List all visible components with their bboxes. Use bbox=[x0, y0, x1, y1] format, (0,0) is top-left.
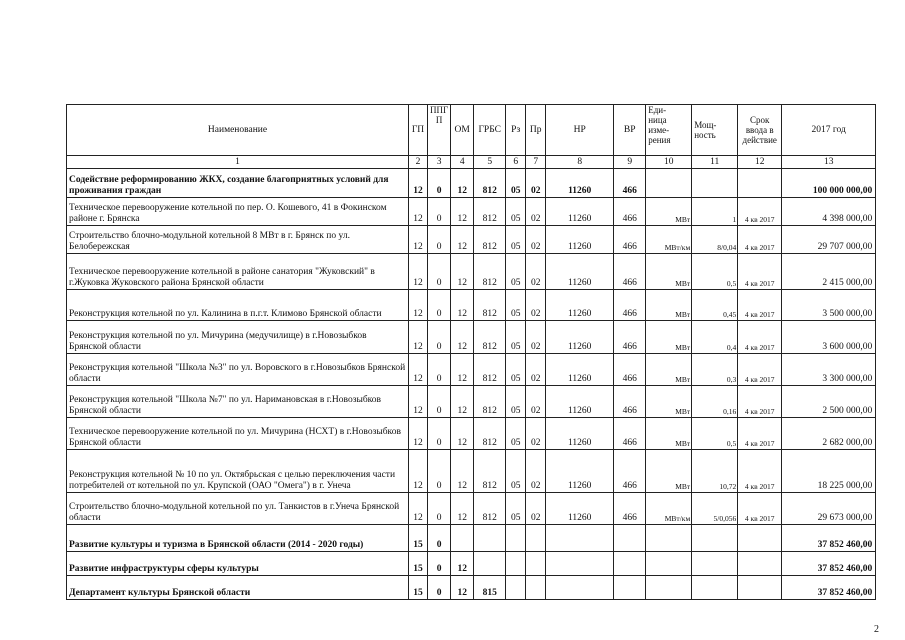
cell-gp: 12 bbox=[409, 321, 428, 354]
cell-gp: 12 bbox=[409, 386, 428, 418]
cell-vr: 466 bbox=[614, 418, 646, 450]
cell-ppgp: 0 bbox=[428, 576, 451, 600]
cell-gp: 12 bbox=[409, 493, 428, 525]
cell-unit bbox=[646, 169, 692, 198]
column-number: 13 bbox=[782, 156, 876, 169]
column-number: 7 bbox=[526, 156, 546, 169]
cell-rz: 05 bbox=[506, 450, 526, 493]
table-row bbox=[67, 254, 876, 290]
cell-rz bbox=[506, 552, 526, 576]
cell-ppgp: 0 bbox=[428, 525, 451, 552]
cell-np bbox=[546, 525, 614, 552]
cell-gp: 12 bbox=[409, 450, 428, 493]
table-row bbox=[67, 354, 876, 386]
cell-om: 12 bbox=[451, 198, 474, 226]
cell-power: 0,5 bbox=[692, 254, 738, 290]
cell-om: 12 bbox=[451, 290, 474, 321]
cell-unit: МВт bbox=[646, 321, 692, 354]
cell-unit bbox=[646, 525, 692, 552]
cell-term: 4 кв 2017 bbox=[738, 418, 782, 450]
cell-name: Техническое перевооружение котельной по пер. О. Кошевого, 41 в Фокинском районе г. Брянска bbox=[67, 198, 409, 226]
cell-grbs: 812 bbox=[474, 354, 506, 386]
cell-unit: МВт bbox=[646, 418, 692, 450]
cell-name: Реконструкция котельной "Школа №3" по ул. Воровского в г.Новозыбков Брянской области bbox=[67, 354, 409, 386]
table-row bbox=[67, 493, 876, 525]
cell-rz: 05 bbox=[506, 386, 526, 418]
table-row bbox=[67, 576, 876, 600]
cell-vr: 466 bbox=[614, 493, 646, 525]
cell-amount: 3 600 000,00 bbox=[782, 321, 876, 354]
budget-table bbox=[66, 104, 876, 600]
cell-ppgp: 0 bbox=[428, 254, 451, 290]
cell-pr: 02 bbox=[526, 354, 546, 386]
cell-unit bbox=[646, 552, 692, 576]
cell-om: 12 bbox=[451, 321, 474, 354]
cell-pr: 02 bbox=[526, 450, 546, 493]
column-number: 12 bbox=[738, 156, 782, 169]
cell-np: 11260 bbox=[546, 386, 614, 418]
cell-grbs: 812 bbox=[474, 493, 506, 525]
cell-unit: МВт bbox=[646, 354, 692, 386]
cell-rz: 05 bbox=[506, 226, 526, 254]
cell-power: 8/0,04 bbox=[692, 226, 738, 254]
cell-term: 4 кв 2017 bbox=[738, 226, 782, 254]
cell-gp: 12 bbox=[409, 198, 428, 226]
cell-om: 12 bbox=[451, 386, 474, 418]
column-number: 8 bbox=[546, 156, 614, 169]
cell-vr: 466 bbox=[614, 386, 646, 418]
cell-np: 11260 bbox=[546, 290, 614, 321]
table-row bbox=[67, 525, 876, 552]
cell-vr bbox=[614, 552, 646, 576]
cell-pr bbox=[526, 552, 546, 576]
cell-pr: 02 bbox=[526, 386, 546, 418]
column-number: 6 bbox=[506, 156, 526, 169]
cell-term bbox=[738, 169, 782, 198]
cell-term bbox=[738, 525, 782, 552]
header-2017: 2017 год bbox=[782, 105, 876, 156]
cell-gp: 15 bbox=[409, 525, 428, 552]
cell-om: 12 bbox=[451, 354, 474, 386]
cell-rz: 05 bbox=[506, 321, 526, 354]
cell-np: 11260 bbox=[546, 418, 614, 450]
cell-pr bbox=[526, 576, 546, 600]
cell-grbs: 812 bbox=[474, 169, 506, 198]
cell-np: 11260 bbox=[546, 169, 614, 198]
cell-ppgp: 0 bbox=[428, 354, 451, 386]
cell-rz: 05 bbox=[506, 169, 526, 198]
cell-grbs: 812 bbox=[474, 321, 506, 354]
column-number: 3 bbox=[428, 156, 451, 169]
cell-om: 12 bbox=[451, 450, 474, 493]
cell-vr: 466 bbox=[614, 354, 646, 386]
cell-rz bbox=[506, 525, 526, 552]
cell-amount: 2 682 000,00 bbox=[782, 418, 876, 450]
cell-om: 12 bbox=[451, 254, 474, 290]
cell-grbs bbox=[474, 525, 506, 552]
cell-om: 12 bbox=[451, 418, 474, 450]
cell-name: Техническое перевооружение котельной по ул. Мичурина (НСХТ) в г.Новозыбков Брянской области bbox=[67, 418, 409, 450]
column-number: 10 bbox=[646, 156, 692, 169]
cell-power: 10,72 bbox=[692, 450, 738, 493]
header-term: Срок ввода в действие bbox=[738, 105, 782, 156]
cell-unit: МВт bbox=[646, 450, 692, 493]
cell-pr: 02 bbox=[526, 321, 546, 354]
cell-power: 5/0,056 bbox=[692, 493, 738, 525]
table-row bbox=[67, 169, 876, 198]
cell-vr: 466 bbox=[614, 321, 646, 354]
cell-ppgp: 0 bbox=[428, 321, 451, 354]
cell-unit: МВт/км bbox=[646, 493, 692, 525]
cell-amount: 3 300 000,00 bbox=[782, 354, 876, 386]
column-number: 9 bbox=[614, 156, 646, 169]
cell-power bbox=[692, 525, 738, 552]
cell-gp: 12 bbox=[409, 226, 428, 254]
cell-om: 12 bbox=[451, 576, 474, 600]
cell-gp: 12 bbox=[409, 254, 428, 290]
cell-name: Строительство блочно-модульной котельной по ул. Танкистов в г.Унеча Брянской области bbox=[67, 493, 409, 525]
cell-ppgp: 0 bbox=[428, 418, 451, 450]
cell-term: 4 кв 2017 bbox=[738, 198, 782, 226]
table-row bbox=[67, 450, 876, 493]
cell-grbs: 815 bbox=[474, 576, 506, 600]
cell-amount: 18 225 000,00 bbox=[782, 450, 876, 493]
cell-pr bbox=[526, 525, 546, 552]
cell-rz bbox=[506, 576, 526, 600]
cell-np: 11260 bbox=[546, 321, 614, 354]
cell-ppgp: 0 bbox=[428, 226, 451, 254]
cell-np: 11260 bbox=[546, 254, 614, 290]
cell-pr: 02 bbox=[526, 169, 546, 198]
header-vr: ВР bbox=[614, 105, 646, 156]
cell-name: Реконструкция котельной № 10 по ул. Октябрьская с целью переключения части потребителей от котельной по ул. Крупской (ОАО "Омега") в г. Унеча bbox=[67, 450, 409, 493]
cell-pr: 02 bbox=[526, 418, 546, 450]
cell-amount: 3 500 000,00 bbox=[782, 290, 876, 321]
cell-vr: 466 bbox=[614, 198, 646, 226]
column-number: 11 bbox=[692, 156, 738, 169]
cell-om: 12 bbox=[451, 169, 474, 198]
cell-power: 0,3 bbox=[692, 354, 738, 386]
header-grbs: ГРБС bbox=[474, 105, 506, 156]
cell-amount: 2 500 000,00 bbox=[782, 386, 876, 418]
cell-name: Содействие реформированию ЖКХ, создание благоприятных условий для проживания граждан bbox=[67, 169, 409, 198]
header-om: ОМ bbox=[451, 105, 474, 156]
table-row bbox=[67, 290, 876, 321]
cell-amount: 29 707 000,00 bbox=[782, 226, 876, 254]
cell-rz: 05 bbox=[506, 254, 526, 290]
cell-grbs: 812 bbox=[474, 254, 506, 290]
cell-unit: МВт bbox=[646, 386, 692, 418]
page-number: 2 bbox=[874, 624, 879, 635]
cell-rz: 05 bbox=[506, 418, 526, 450]
cell-amount: 37 852 460,00 bbox=[782, 552, 876, 576]
cell-pr: 02 bbox=[526, 254, 546, 290]
cell-amount: 100 000 000,00 bbox=[782, 169, 876, 198]
cell-pr: 02 bbox=[526, 198, 546, 226]
cell-ppgp: 0 bbox=[428, 493, 451, 525]
cell-vr: 466 bbox=[614, 226, 646, 254]
cell-vr: 466 bbox=[614, 254, 646, 290]
cell-term bbox=[738, 552, 782, 576]
header-gp: ГП bbox=[409, 105, 428, 156]
column-number: 5 bbox=[474, 156, 506, 169]
cell-grbs: 812 bbox=[474, 198, 506, 226]
cell-rz: 05 bbox=[506, 354, 526, 386]
header-row bbox=[67, 105, 876, 156]
cell-amount: 37 852 460,00 bbox=[782, 576, 876, 600]
column-number: 1 bbox=[67, 156, 409, 169]
table-row bbox=[67, 386, 876, 418]
cell-ppgp: 0 bbox=[428, 198, 451, 226]
cell-om: 12 bbox=[451, 493, 474, 525]
cell-vr: 466 bbox=[614, 290, 646, 321]
cell-vr: 466 bbox=[614, 169, 646, 198]
cell-vr bbox=[614, 525, 646, 552]
cell-name: Реконструкция котельной по ул. Мичурина (медучилище) в г.Новозыбков Брянской области bbox=[67, 321, 409, 354]
cell-term: 4 кв 2017 bbox=[738, 254, 782, 290]
cell-name: Реконструкция котельной по ул. Калинина в п.г.т. Климово Брянской области bbox=[67, 290, 409, 321]
cell-amount: 37 852 460,00 bbox=[782, 525, 876, 552]
header-name: Наименование bbox=[67, 105, 409, 156]
table-row bbox=[67, 418, 876, 450]
cell-gp: 12 bbox=[409, 169, 428, 198]
cell-grbs: 812 bbox=[474, 386, 506, 418]
cell-np: 11260 bbox=[546, 198, 614, 226]
cell-pr: 02 bbox=[526, 226, 546, 254]
cell-unit: МВт bbox=[646, 198, 692, 226]
cell-name: Строительство блочно-модульной котельной 8 МВт в г. Брянск по ул. Белобережская bbox=[67, 226, 409, 254]
cell-grbs: 812 bbox=[474, 450, 506, 493]
cell-np bbox=[546, 576, 614, 600]
cell-om: 12 bbox=[451, 226, 474, 254]
cell-om: 12 bbox=[451, 552, 474, 576]
cell-amount: 4 398 000,00 bbox=[782, 198, 876, 226]
cell-power bbox=[692, 552, 738, 576]
header-power: Мощ- ность bbox=[692, 105, 738, 156]
cell-name: Департамент культуры Брянской области bbox=[67, 576, 409, 600]
cell-ppgp: 0 bbox=[428, 386, 451, 418]
cell-om bbox=[451, 525, 474, 552]
cell-grbs bbox=[474, 552, 506, 576]
cell-term bbox=[738, 576, 782, 600]
cell-np: 11260 bbox=[546, 450, 614, 493]
cell-gp: 12 bbox=[409, 290, 428, 321]
cell-ppgp: 0 bbox=[428, 290, 451, 321]
cell-np: 11260 bbox=[546, 354, 614, 386]
cell-name: Реконструкция котельной "Школа №7" по ул. Наримановская в г.Новозыбков Брянской области bbox=[67, 386, 409, 418]
cell-amount: 29 673 000,00 bbox=[782, 493, 876, 525]
column-number: 2 bbox=[409, 156, 428, 169]
cell-term: 4 кв 2017 bbox=[738, 450, 782, 493]
cell-np: 11260 bbox=[546, 493, 614, 525]
cell-term: 4 кв 2017 bbox=[738, 386, 782, 418]
cell-term: 4 кв 2017 bbox=[738, 493, 782, 525]
header-pr: Пр bbox=[526, 105, 546, 156]
cell-unit bbox=[646, 576, 692, 600]
column-number-row bbox=[67, 156, 876, 169]
table-row bbox=[67, 226, 876, 254]
cell-unit: МВт bbox=[646, 254, 692, 290]
cell-name: Техническое перевооружение котельной в районе санатория "Жуковский" в г.Жуковка Жуковского района Брянской области bbox=[67, 254, 409, 290]
header-ppgp: ППГ П bbox=[428, 105, 451, 156]
cell-name: Развитие инфраструктуры сферы культуры bbox=[67, 552, 409, 576]
cell-rz: 05 bbox=[506, 290, 526, 321]
cell-term: 4 кв 2017 bbox=[738, 290, 782, 321]
cell-power: 1 bbox=[692, 198, 738, 226]
cell-power: 0,45 bbox=[692, 290, 738, 321]
cell-term: 4 кв 2017 bbox=[738, 321, 782, 354]
cell-rz: 05 bbox=[506, 198, 526, 226]
cell-power: 0,16 bbox=[692, 386, 738, 418]
cell-ppgp: 0 bbox=[428, 450, 451, 493]
header-rz: Рз bbox=[506, 105, 526, 156]
cell-ppgp: 0 bbox=[428, 169, 451, 198]
header-np: НР bbox=[546, 105, 614, 156]
cell-grbs: 812 bbox=[474, 226, 506, 254]
cell-gp: 12 bbox=[409, 354, 428, 386]
cell-pr: 02 bbox=[526, 493, 546, 525]
cell-gp: 12 bbox=[409, 418, 428, 450]
cell-pr: 02 bbox=[526, 290, 546, 321]
cell-unit: МВт/км bbox=[646, 226, 692, 254]
cell-np bbox=[546, 552, 614, 576]
cell-unit: МВт bbox=[646, 290, 692, 321]
cell-grbs: 812 bbox=[474, 290, 506, 321]
cell-power: 0,5 bbox=[692, 418, 738, 450]
table-row bbox=[67, 552, 876, 576]
cell-power bbox=[692, 576, 738, 600]
cell-vr bbox=[614, 576, 646, 600]
cell-grbs: 812 bbox=[474, 418, 506, 450]
header-unit: Еди- ница изме- рения bbox=[646, 105, 692, 156]
column-number: 4 bbox=[451, 156, 474, 169]
cell-gp: 15 bbox=[409, 552, 428, 576]
cell-term: 4 кв 2017 bbox=[738, 354, 782, 386]
cell-power: 0,4 bbox=[692, 321, 738, 354]
cell-rz: 05 bbox=[506, 493, 526, 525]
cell-name: Развитие культуры и туризма в Брянской области (2014 - 2020 годы) bbox=[67, 525, 409, 552]
cell-gp: 15 bbox=[409, 576, 428, 600]
cell-amount: 2 415 000,00 bbox=[782, 254, 876, 290]
table-row bbox=[67, 198, 876, 226]
cell-vr: 466 bbox=[614, 450, 646, 493]
cell-ppgp: 0 bbox=[428, 552, 451, 576]
table-row bbox=[67, 321, 876, 354]
cell-np: 11260 bbox=[546, 226, 614, 254]
cell-power bbox=[692, 169, 738, 198]
